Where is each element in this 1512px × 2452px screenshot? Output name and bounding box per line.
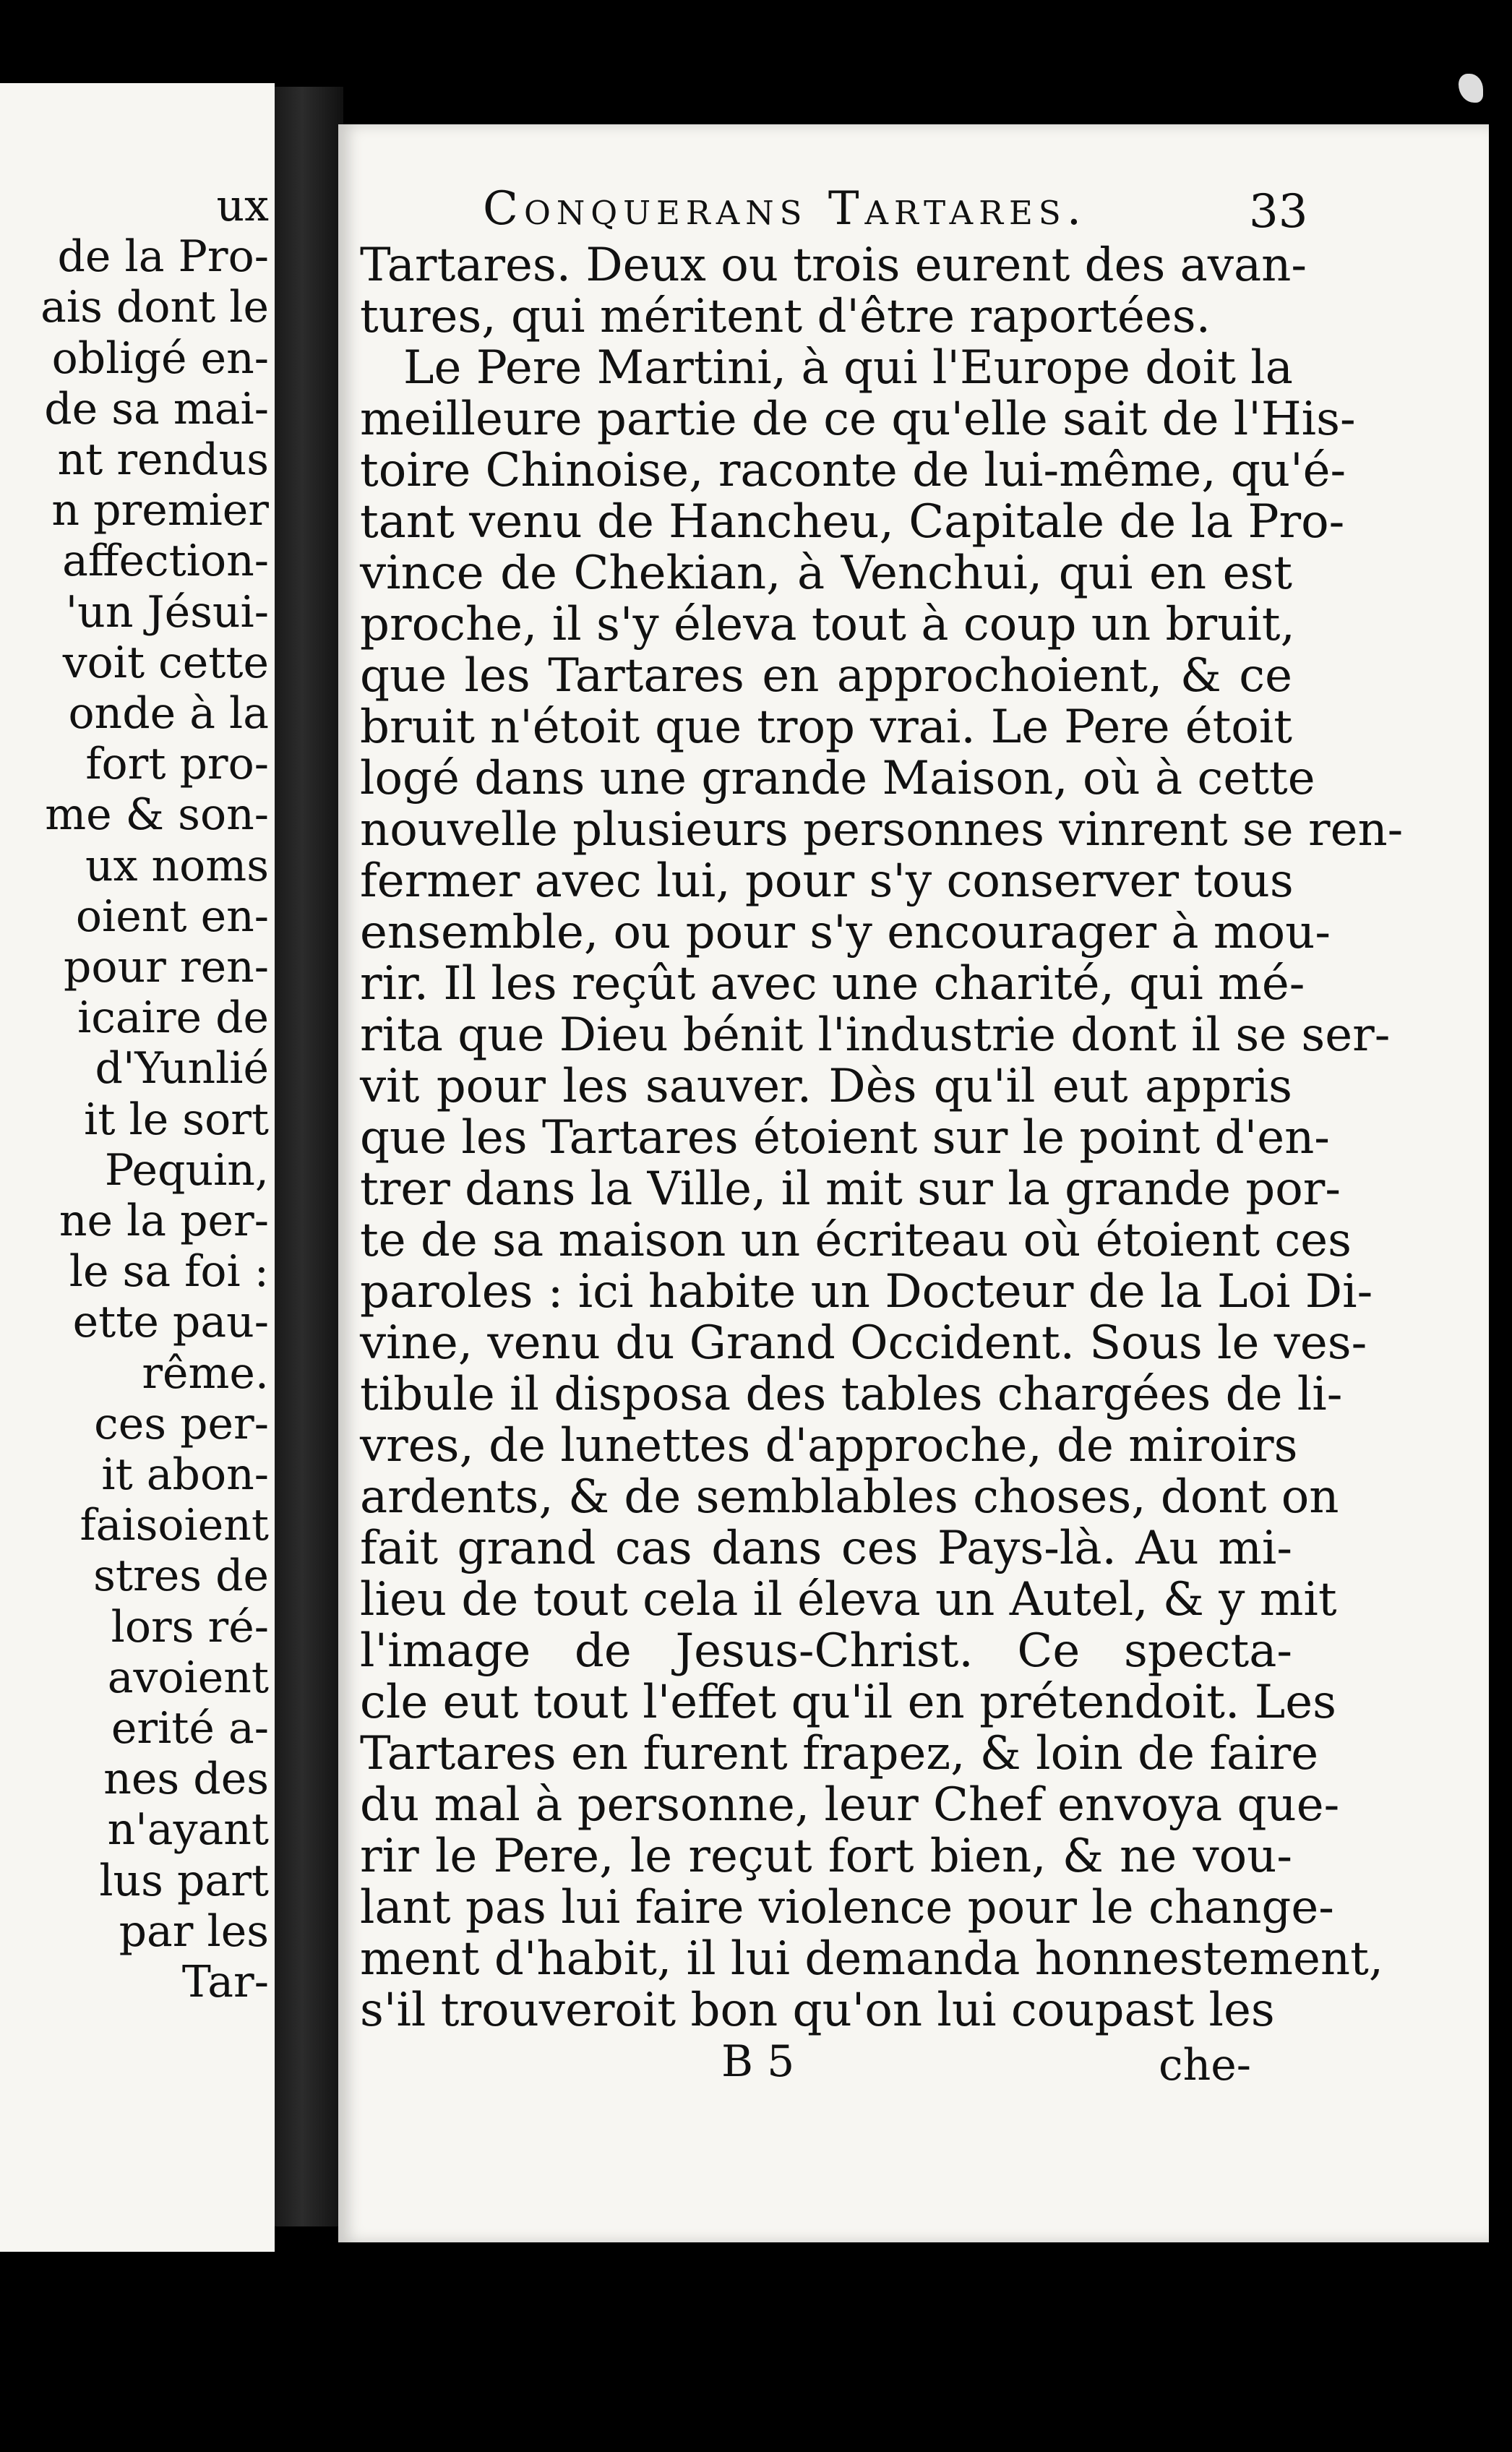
left-page-line: 'un Jésui- bbox=[65, 586, 269, 638]
left-page-line: avoient bbox=[107, 1652, 269, 1703]
left-page-line: erité a- bbox=[111, 1703, 269, 1754]
left-page-line: rême. bbox=[142, 1347, 269, 1399]
body-line: nouvelle plusieurs personnes vinrent se ren- bbox=[360, 803, 1404, 857]
printer-signature: B 5 bbox=[721, 2036, 795, 2087]
left-page-line: Pequin, bbox=[104, 1144, 269, 1196]
running-head: Conquerans Tartares. bbox=[483, 182, 1088, 236]
left-page-line: it abon- bbox=[101, 1449, 269, 1500]
body-line: du mal à personne, leur Chef envoya que- bbox=[360, 1778, 1340, 1832]
body-line: tibule il disposa des tables chargées de li- bbox=[360, 1368, 1343, 1421]
body-line: vine, venu du Grand Occident. Sous le ves- bbox=[360, 1316, 1367, 1370]
left-page-line: de la Pro- bbox=[57, 231, 269, 283]
left-page-line: lors ré- bbox=[111, 1601, 269, 1652]
body-line: fermer avec lui, pour s'y conserver tous bbox=[360, 854, 1294, 908]
body-line: tant venu de Hancheu, Capitale de la Pro- bbox=[360, 495, 1345, 549]
left-page-line: oient en- bbox=[75, 891, 269, 942]
left-page-line: pour ren- bbox=[63, 942, 269, 993]
left-page-line: fort pro- bbox=[85, 739, 269, 790]
left-page-line: it le sort bbox=[84, 1094, 269, 1145]
body-line: toire Chinoise, raconte de lui-même, qu'é- bbox=[360, 444, 1346, 497]
body-line: paroles : ici habite un Docteur de la Loi Di- bbox=[360, 1265, 1373, 1319]
left-page-line: lus part bbox=[99, 1855, 269, 1906]
body-line: rita que Dieu bénit l'industrie dont il se ser- bbox=[360, 1008, 1391, 1062]
body-line: lant pas lui faire violence pour le change- bbox=[360, 1881, 1334, 1934]
page-number: 33 bbox=[1249, 185, 1308, 239]
left-page-line: onde à la bbox=[68, 688, 269, 739]
left-page-line: n'ayant bbox=[107, 1804, 269, 1856]
left-page-line: ette pau- bbox=[72, 1297, 269, 1348]
body-line: vit pour les sauver. Dès qu'il eut appris bbox=[360, 1060, 1292, 1113]
left-page bbox=[0, 83, 275, 2252]
left-page-line: ces per- bbox=[94, 1398, 269, 1449]
left-page-line: ne la per- bbox=[59, 1196, 269, 1246]
body-line: meilleure partie de ce qu'elle sait de l'His- bbox=[360, 393, 1356, 446]
left-page-line: voit cette bbox=[62, 637, 269, 688]
body-line: vince de Chekian, à Venchui, qui en est bbox=[360, 546, 1292, 600]
body-line: ensemble, ou pour s'y encourager à mou- bbox=[360, 906, 1331, 959]
corner-mark bbox=[1459, 74, 1483, 103]
body-line: lieu de tout cela il éleva un Autel, & y mit bbox=[360, 1573, 1337, 1626]
left-page-line: ux noms bbox=[85, 840, 269, 891]
left-page-line: Tar- bbox=[181, 1957, 269, 2007]
body-line: ardents, & de semblables choses, dont on bbox=[360, 1470, 1339, 1524]
left-page-line: nes des bbox=[103, 1754, 269, 1805]
right-page bbox=[338, 124, 1489, 2242]
left-page-line: me & son- bbox=[45, 789, 269, 841]
body-line: que les Tartares en approchoient, & ce bbox=[360, 649, 1292, 703]
left-page-line: ux bbox=[216, 181, 269, 231]
body-line: cle eut tout l'effet qu'il en prétendoit. Les bbox=[360, 1676, 1336, 1729]
body-line: logé dans une grande Maison, où à cette bbox=[360, 752, 1315, 805]
left-page-line: d'Yunlié bbox=[95, 1043, 269, 1094]
body-line: vres, de lunettes d'approche, de miroirs bbox=[360, 1419, 1298, 1473]
body-line: s'il trouveroit bon qu'on lui coupast les bbox=[360, 1984, 1275, 2037]
body-line: rir. Il les reçût avec une charité, qui mé- bbox=[360, 957, 1305, 1011]
body-line: trer dans la Ville, il mit sur la grande por- bbox=[360, 1162, 1341, 1216]
left-page-line: affection- bbox=[62, 536, 269, 587]
body-line: rir le Pere, le reçut fort bien, & ne vou- bbox=[360, 1830, 1292, 1883]
body-line: Tartares en furent frapez, & loin de faire bbox=[360, 1727, 1319, 1780]
left-page-line: faisoient bbox=[80, 1500, 269, 1551]
body-line: Tartares. Deux ou trois eurent des avan- bbox=[360, 239, 1307, 292]
left-page-line: nt rendus bbox=[57, 434, 269, 485]
body-line: fait grand cas dans ces Pays-là. Au mi- bbox=[360, 1522, 1292, 1575]
body-line: proche, il s'y éleva tout à coup un bruit, bbox=[360, 598, 1295, 651]
body-line: bruit n'étoit que trop vrai. Le Pere étoit bbox=[360, 700, 1292, 754]
body-line: l'image de Jesus-Christ. Ce specta- bbox=[360, 1624, 1292, 1678]
left-page-line: n premier bbox=[51, 485, 269, 536]
left-page-line: par les bbox=[119, 1906, 269, 1957]
body-line: que les Tartares étoient sur le point d'en- bbox=[360, 1111, 1330, 1165]
left-page-line: de sa mai- bbox=[44, 383, 269, 434]
left-page-line: ais dont le bbox=[40, 282, 269, 333]
catchword: che- bbox=[1159, 2040, 1252, 2091]
body-line: Le Pere Martini, à qui l'Europe doit la bbox=[403, 341, 1293, 395]
body-line: tures, qui méritent d'être raportées. bbox=[360, 290, 1211, 343]
left-page-line: stres de bbox=[93, 1551, 269, 1602]
body-line: te de sa maison un écriteau où étoient ces bbox=[360, 1214, 1352, 1267]
body-line: ment d'habit, il lui demanda honnestement, bbox=[360, 1932, 1384, 1986]
left-page-line: obligé en- bbox=[51, 333, 269, 384]
left-page-line: icaire de bbox=[77, 993, 269, 1044]
left-page-line: le sa foi : bbox=[69, 1246, 269, 1298]
book-gutter bbox=[275, 87, 343, 2226]
